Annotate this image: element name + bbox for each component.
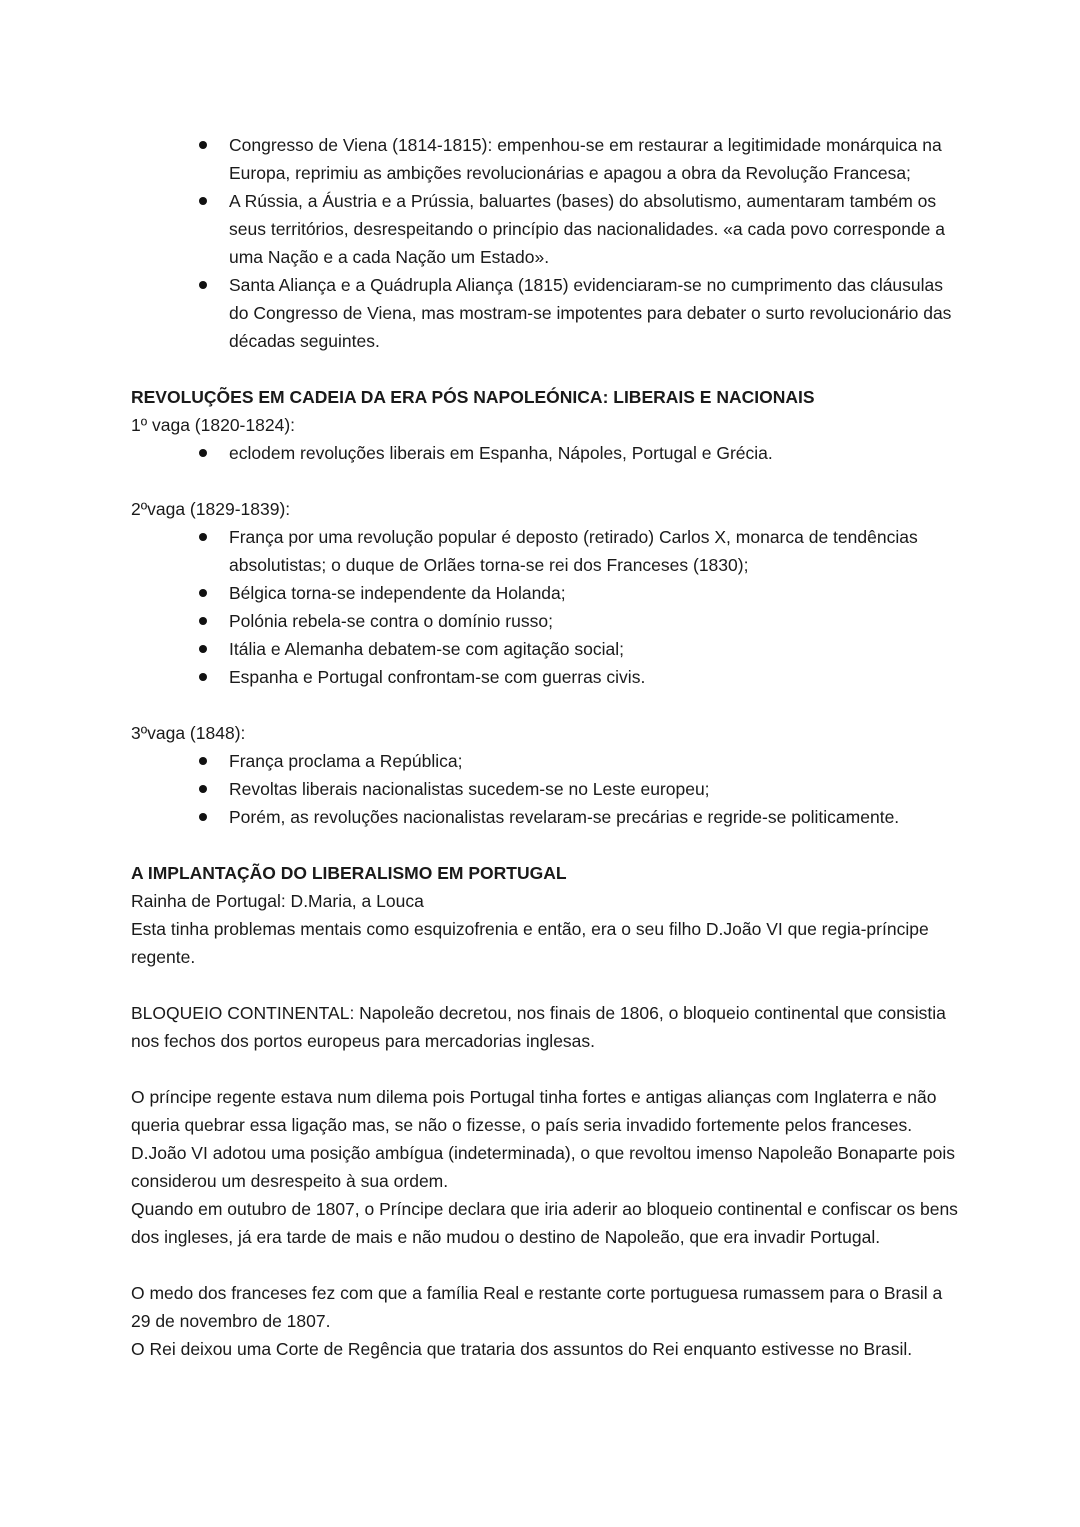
list-item: eclodem revoluções liberais em Espanha, Nápoles, Portugal e Grécia. [229,439,961,467]
vaga3-list [131,747,961,831]
list-item: Polónia rebela-se contra o domínio russo; [229,607,961,635]
list-item: Itália e Alemanha debatem-se com agitação social; [229,635,961,663]
list-item: França por uma revolução popular é deposto (retirado) Carlos X, monarca de tendências absolutistas; o duque de Orlães torna-se rei dos Franceses (1830); [229,523,961,579]
vaga3-title: 3ºvaga (1848): [131,723,246,743]
intro-bullet-list [131,131,961,355]
document-page [131,131,961,1363]
list-item: Bélgica torna-se independente da Holanda; [229,579,961,607]
list-item: Santa Aliança e a Quádrupla Aliança (1815) evidenciaram-se no cumprimento das cláusulas do Congresso de Viena, mas mostram-se impotentes para debater o surto revolucionário das décadas seguintes. [229,271,961,355]
paragraph-medo: O medo dos franceses fez com que a família Real e restante corte portuguesa rumassem para o Brasil a 29 de novembro de 1807. [131,1283,943,1331]
paragraph-corte: O Rei deixou uma Corte de Regência que trataria dos assuntos do Rei enquanto estivesse no Brasil. [131,1339,913,1359]
paragraph-ambigua: D.João VI adotou uma posição ambígua (indeterminada), o que revoltou imenso Napoleão Bonaparte pois considerou um desrespeito à sua ordem. [131,1143,955,1191]
vaga2-list [131,523,961,691]
paragraph-problemas: Esta tinha problemas mentais como esquizofrenia e então, era o seu filho D.João VI que regia-príncipe regente. [131,919,929,967]
paragraph-rainha: Rainha de Portugal: D.Maria, a Louca [131,891,424,911]
list-item: Porém, as revoluções nacionalistas revelaram-se precárias e regride-se politicamente. [229,803,961,831]
list-item: Revoltas liberais nacionalistas sucedem-se no Leste europeu; [229,775,961,803]
section-heading-revolucoes: REVOLUÇÕES EM CADEIA DA ERA PÓS NAPOLEÓNICA: LIBERAIS E NACIONAIS [131,387,815,407]
vaga2-title: 2ºvaga (1829-1839): [131,499,291,519]
list-item: Espanha e Portugal confrontam-se com guerras civis. [229,663,961,691]
paragraph-bloqueio: BLOQUEIO CONTINENTAL: Napoleão decretou, nos finais de 1806, o bloqueio continental que consistia nos fechos dos portos europeus para mercadorias inglesas. [131,1003,946,1051]
list-item: A Rússia, a Áustria e a Prússia, baluartes (bases) do absolutismo, aumentaram também os seus territórios, desrespeitando o princípio das nacionalidades. «a cada povo corresponde a uma Nação e a cada Nação um Estado». [229,187,961,271]
list-item: França proclama a República; [229,747,961,775]
list-item: Congresso de Viena (1814-1815): empenhou-se em restaurar a legitimidade monárquica na Europa, reprimiu as ambições revolucionárias e apagou a obra da Revolução Francesa; [229,131,961,187]
vaga1-title: 1º vaga (1820-1824): [131,415,296,435]
paragraph-outubro: Quando em outubro de 1807, o Príncipe declara que iria aderir ao bloqueio continental e confiscar os bens dos ingleses, já era tarde de mais e não mudou o destino de Napoleão, que era invadir Portugal. [131,1199,958,1247]
paragraph-dilema: O príncipe regente estava num dilema pois Portugal tinha fortes e antigas alianças com Inglaterra e não queria quebrar essa ligação mas, se não o fizesse, o país seria invadido fortemente pelos franceses. [131,1087,937,1135]
section-heading-liberalismo: A IMPLANTAÇÃO DO LIBERALISMO EM PORTUGAL [131,863,567,883]
vaga1-list [131,439,961,467]
